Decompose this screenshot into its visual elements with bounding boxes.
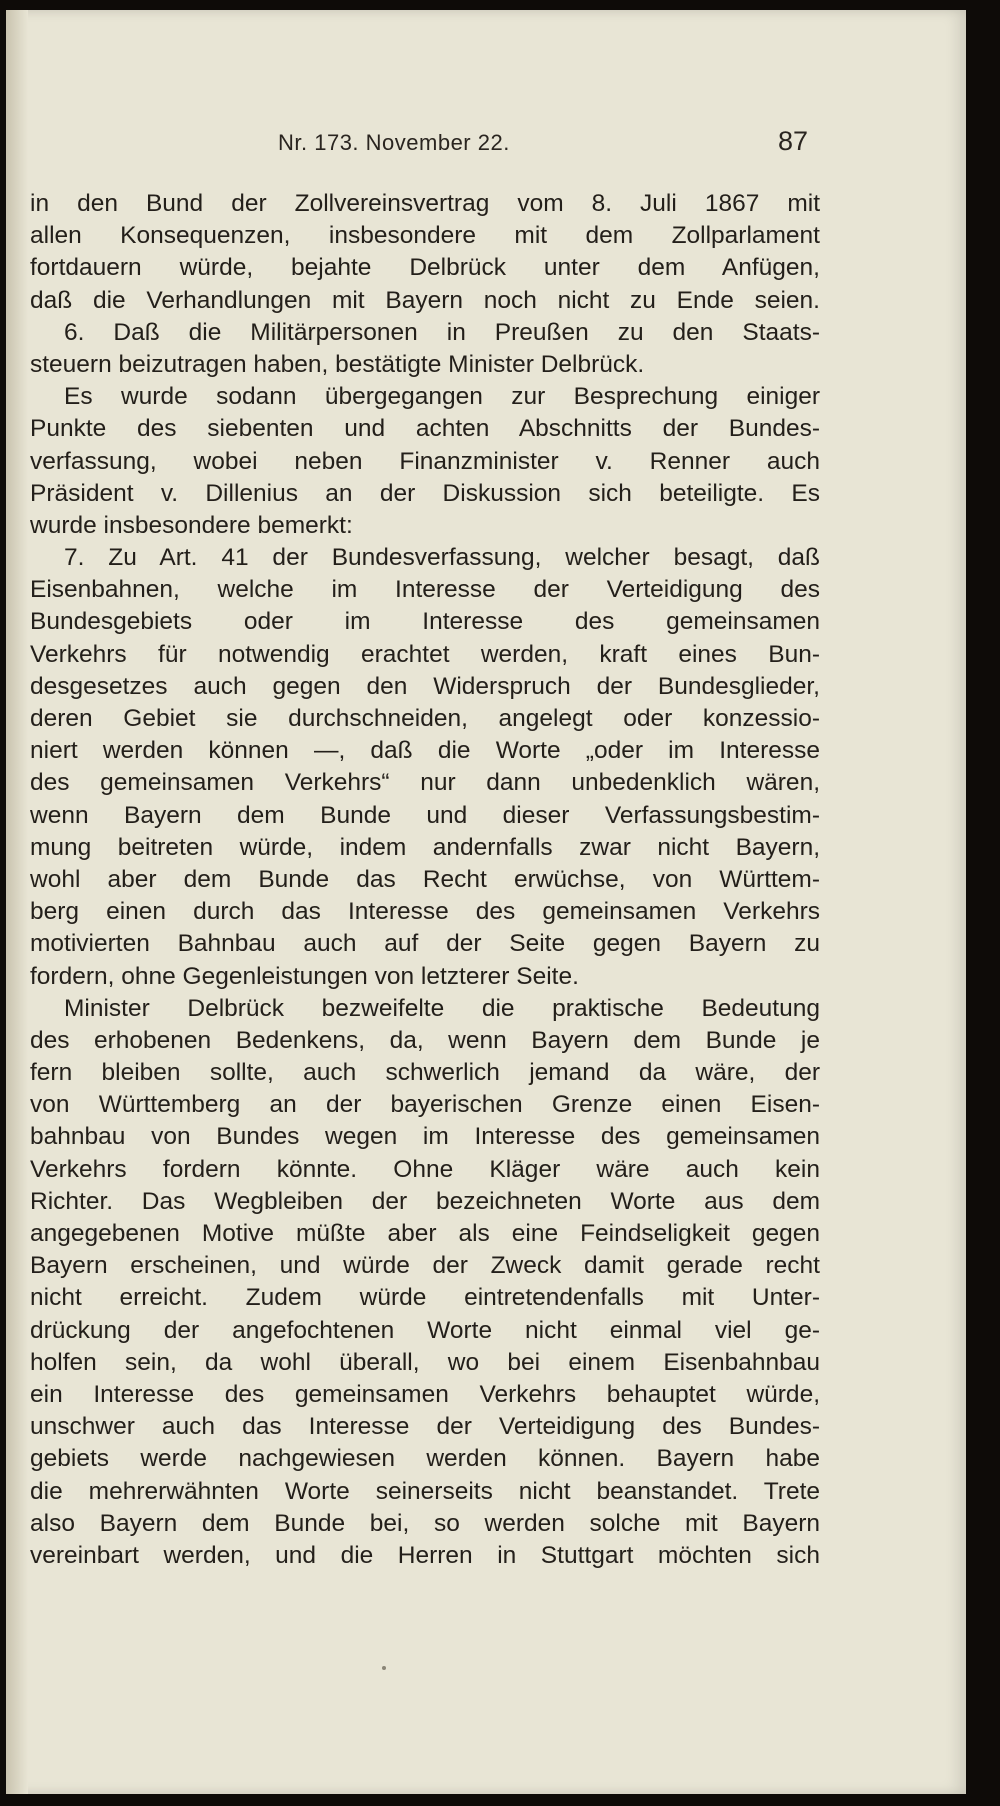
text-line: verfassung, wobei neben Finanzminister v. Renner auch: [30, 447, 820, 475]
text-line: Präsident v. Dillenius an der Diskussion sich beteiligte. Es: [30, 479, 820, 507]
text-line: Richter. Das Wegbleiben der bezeichneten Worte aus dem: [30, 1187, 820, 1215]
text-line: Punkte des siebenten und achten Abschnitts der Bundes-: [30, 415, 820, 443]
text-line: bahnbau von Bundes wegen im Interesse des gemeinsamen: [30, 1123, 820, 1151]
text-line: mung beitreten würde, indem andernfalls zwar nicht Bayern,: [30, 833, 820, 861]
page-edge-shadow: [6, 10, 28, 1794]
text-line: berg einen durch das Interesse des gemeinsamen Verkehrs: [30, 898, 820, 926]
page-number: 87: [778, 126, 809, 156]
body-text: [30, 188, 820, 1572]
text-line: Verkehrs für notwendig erachtet werden, kraft eines Bun-: [30, 640, 820, 668]
text-line: in den Bund der Zollvereinsvertrag vom 8. Juli 1867 mit: [30, 190, 820, 217]
text-line: Es wurde sodann übergegangen zur Besprechung einiger: [64, 383, 820, 411]
text-line: also Bayern dem Bunde bei, so werden solche mit Bayern: [30, 1509, 820, 1537]
text-line: Bayern erscheinen, und würde der Zweck damit gerade recht: [30, 1252, 820, 1280]
text-line: drückung der angefochtenen Worte nicht einmal viel ge-: [30, 1316, 820, 1344]
text-line: Minister Delbrück bezweifelte die praktische Bedeutung: [64, 994, 820, 1022]
text-line: holfen sein, da wohl überall, wo bei einem Eisenbahnbau: [30, 1348, 820, 1376]
page-header: [6, 114, 966, 154]
text-line: des erhobenen Bedenkens, da, wenn Bayern dem Bunde je: [30, 1026, 820, 1054]
text-line: daß die Verhandlungen mit Bayern noch nicht zu Ende seien.: [30, 286, 820, 314]
text-line: Verkehrs fordern könnte. Ohne Kläger wäre auch kein: [30, 1155, 820, 1183]
text-line: nicht erreicht. Zudem würde eintretendenfalls mit Unter-: [30, 1284, 820, 1312]
text-line: vereinbart werden, und die Herren in Stuttgart möchten sich: [30, 1541, 820, 1569]
text-line: gebiets werde nachgewiesen werden können. Bayern habe: [30, 1445, 820, 1473]
text-line: fordern, ohne Gegenleistungen von letzterer Seite.: [30, 962, 579, 990]
text-line: deren Gebiet sie durchschneiden, angelegt oder konzessio-: [30, 705, 820, 732]
text-line: von Württemberg an der bayerischen Grenze einen Eisen-: [30, 1091, 820, 1119]
text-line: Eisenbahnen, welche im Interesse der Verteidigung des: [30, 576, 820, 604]
text-line: unschwer auch das Interesse der Verteidigung des Bundes-: [30, 1413, 820, 1441]
text-line: 7. Zu Art. 41 der Bundesverfassung, welcher besagt, daß: [64, 544, 820, 572]
running-head: Nr. 173. November 22.: [278, 130, 510, 155]
text-line: ein Interesse des gemeinsamen Verkehrs behauptet würde,: [30, 1380, 820, 1408]
text-line: steuern beizutragen haben, bestätigte Minister Delbrück.: [30, 350, 645, 378]
text-line: wurde insbesondere bemerkt:: [30, 511, 353, 539]
text-line: des gemeinsamen Verkehrs“ nur dann unbedenklich wären,: [30, 769, 820, 797]
text-line: die mehrerwähnten Worte seinerseits nicht beanstandet. Trete: [30, 1477, 820, 1505]
text-line: wenn Bayern dem Bunde und dieser Verfassungsbestim-: [30, 801, 820, 829]
text-line: fortdauern würde, bejahte Delbrück unter dem Anfügen,: [30, 254, 820, 282]
text-line: desgesetzes auch gegen den Widerspruch der Bundesglieder,: [30, 672, 820, 700]
text-line: Bundesgebiets oder im Interesse des gemeinsamen: [30, 608, 820, 636]
text-line: motivierten Bahnbau auch auf der Seite gegen Bayern zu: [30, 930, 820, 958]
text-line: allen Konsequenzen, insbesondere mit dem Zollparlament: [30, 222, 820, 250]
text-line: wohl aber dem Bunde das Recht erwüchse, von Württem-: [30, 865, 820, 893]
book-page: [6, 10, 966, 1794]
text-line: fern bleiben sollte, auch schwerlich jemand da wäre, der: [30, 1059, 820, 1087]
text-line: 6. Daß die Militärpersonen in Preußen zu den Staats-: [64, 318, 820, 346]
page-speck: [382, 1666, 386, 1670]
text-line: angegebenen Motive müßte aber als eine Feindseligkeit gegen: [30, 1220, 820, 1247]
text-line: niert werden können —, daß die Worte „oder im Interesse: [30, 737, 820, 765]
